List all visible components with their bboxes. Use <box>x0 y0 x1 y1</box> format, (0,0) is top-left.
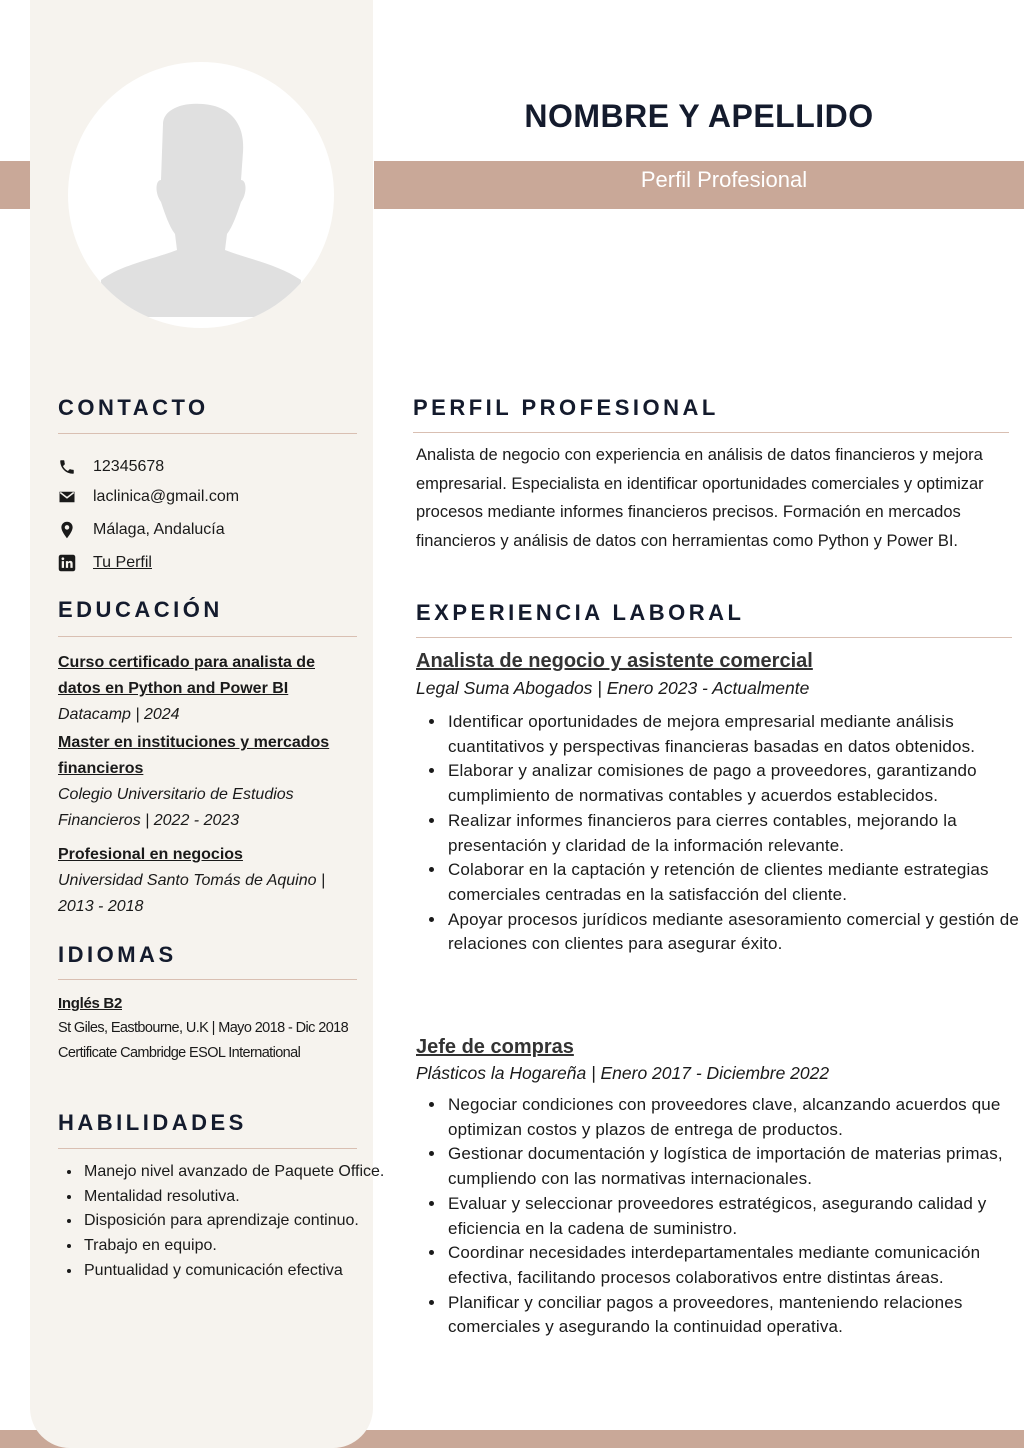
education-item <box>58 730 358 834</box>
contact-heading: CONTACTO <box>58 395 209 420</box>
skill-item: • Manejo nivel avanzado de Paquete Office. <box>82 1160 392 1185</box>
contact-linkedin[interactable] <box>58 551 152 575</box>
education-item-title: Master en instituciones y mercados financieros <box>58 734 330 777</box>
phone-number: 12345678 <box>93 458 165 475</box>
job-duties-list <box>422 710 1024 957</box>
education-item-title: Curso certificado para analista de datos en Python and Power BI <box>58 654 315 697</box>
profile-link[interactable]: Tu Perfil <box>93 554 152 571</box>
skill-item: • Disposición para aprendizaje continuo. <box>82 1209 392 1234</box>
contact-location <box>58 518 225 542</box>
job-duty: • Evaluar y seleccionar proveedores estratégicos, asegurando calidad y eficiencia en la cadena de suministro. <box>446 1192 1024 1241</box>
header-band-left <box>0 161 30 209</box>
job-duty: • Colaborar en la captación y retención de clientes mediante estrategias comerciales centradas en la satisfacción del cliente. <box>446 858 1024 907</box>
job-duty: • Gestionar documentación y logística de importación de materias primas, cumpliendo con las normativas internacionales. <box>446 1142 1024 1191</box>
profile-summary: Analista de negocio con experiencia en análisis de datos financieros y mejora empresarial. Especialista en identificar oportunidades comerciales y optimizar procesos mediante informes financieros precisos. Formación en mercados financieros y análisis de datos con herramientas como Python y Power BI. <box>416 446 984 550</box>
contact-email <box>58 485 240 509</box>
phone-icon <box>58 458 76 476</box>
education-heading: EDUCACIÓN <box>58 597 223 622</box>
languages-divider <box>58 979 357 980</box>
languages-heading: IDIOMAS <box>58 942 177 967</box>
job-duty: • Planificar y conciliar pagos a proveedores, manteniendo relaciones comerciales y asegurando la continuidad operativa. <box>446 1291 1024 1340</box>
skills-list <box>58 1160 392 1284</box>
profile-photo <box>68 62 334 328</box>
contact-phone <box>58 455 165 479</box>
header-subtitle: Perfil Profesional <box>640 167 808 192</box>
language-item-school: St Giles, Eastbourne, U.K | Mayo 2018 - Dic 2018 <box>58 1020 349 1036</box>
education-item-sub: Datacamp | 2024 <box>58 706 180 723</box>
job-duty: • Realizar informes financieros para cierres contables, mejorando la presentación y claridad de la información relevante. <box>446 809 1024 858</box>
skill-item: • Trabajo en equipo. <box>82 1234 392 1259</box>
education-item <box>58 842 358 920</box>
skills-heading: HABILIDADES <box>58 1110 247 1135</box>
job-duty: • Coordinar necesidades interdepartamentales mediante comunicación efectiva, facilitando procesos colaborativos entre distintas áreas. <box>446 1241 1024 1290</box>
skill-item: • Puntualidad y comunicación efectiva <box>82 1259 392 1284</box>
job-title: Analista de negocio y asistente comercial <box>416 650 813 672</box>
education-item-sub: Universidad Santo Tomás de Aquino | 2013 - 2018 <box>58 872 326 915</box>
experience-heading: EXPERIENCIA LABORAL <box>416 600 745 625</box>
education-item-title: Profesional en negocios <box>58 846 243 863</box>
candidate-name: NOMBRE Y APELLIDO <box>524 98 874 134</box>
language-item <box>58 991 358 1066</box>
profile-divider <box>413 432 1009 433</box>
education-item-sub: Colegio Universitario de Estudios Financieros | 2022 - 2023 <box>58 786 294 829</box>
language-item-title: Inglés B2 <box>58 995 122 1012</box>
envelope-icon <box>58 488 76 506</box>
job-duty: • Negociar condiciones con proveedores clave, alcanzando acuerdos que optimizan costos y plazos de entrega de productos. <box>446 1093 1024 1142</box>
location-text: Málaga, Andalucía <box>93 521 225 538</box>
avatar-silhouette-icon <box>101 102 301 317</box>
job-duty: • Apoyar procesos jurídicos mediante asesoramiento comercial y gestión de relaciones con clientes para asegurar éxito. <box>446 908 1024 957</box>
job-duty: • Identificar oportunidades de mejora empresarial mediante análisis cuantitativos y perspectivas financieras basadas en datos obtenidos. <box>446 710 1024 759</box>
skill-item: • Mentalidad resolutiva. <box>82 1185 392 1210</box>
education-item <box>58 650 358 728</box>
job-title: Jefe de compras <box>416 1036 574 1058</box>
linkedin-icon <box>58 554 76 572</box>
job-company-dates: Legal Suma Abogados | Enero 2023 - Actualmente <box>416 678 810 698</box>
job-duty: • Elaborar y analizar comisiones de pago a proveedores, garantizando cumplimiento de normativas contables y acuerdos establecidos. <box>446 759 1024 808</box>
job-duties-list <box>422 1093 1024 1340</box>
location-pin-icon <box>58 521 76 539</box>
contact-divider <box>58 433 357 434</box>
profile-heading: PERFIL PROFESIONAL <box>413 395 719 420</box>
language-item-certificate: Certificate Cambridge ESOL International <box>58 1045 301 1061</box>
email-address: laclinica@gmail.com <box>93 488 240 505</box>
job-company-dates: Plásticos la Hogareña | Enero 2017 - Diciembre 2022 <box>416 1063 830 1083</box>
education-divider <box>58 636 357 637</box>
experience-divider <box>416 637 1012 638</box>
skills-divider <box>58 1148 357 1149</box>
